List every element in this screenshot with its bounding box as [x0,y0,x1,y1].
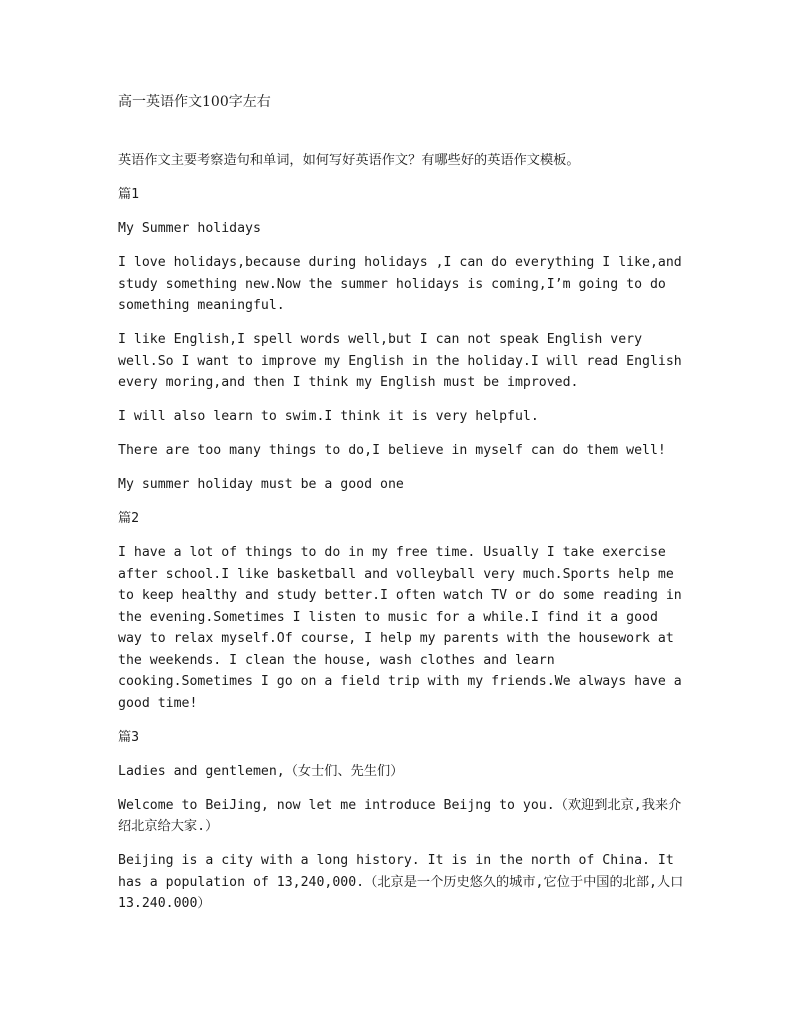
paragraph: I have a lot of things to do in my free time. Usually I take exercise after school.I like basketball and volleyball very much.Sports help me to keep healthy and study better.I often watch TV or do some reading in the evening.Sometimes I listen to music for a while.I find it a good way to relax myself.Of course, I help my parents with the housework at the weekends. I clean the house, wash clothes and learn cooking.Sometimes I go on a field trip with my friends.We always have a good time! [118,545,682,711]
document-title: 高一英语作文100字左右 [118,94,271,110]
section-label: 篇2 [118,511,140,526]
essay-title: My Summer holidays [118,221,261,236]
section-3 [118,727,688,915]
section-1 [118,184,688,496]
section-label: 篇1 [118,187,140,202]
paragraph: Ladies and gentlemen,（女士们、先生们） [118,763,404,779]
section-2 [118,508,688,714]
paragraph: I love holidays,because during holidays ,I can do everything I like,and study something new.Now the summer holidays is coming,I’m going to do something meaningful. [118,255,682,313]
section-label: 篇3 [118,729,140,745]
paragraph: Beijing is a city with a long history. It is in the north of China. It has a population of 13,240,000.（北京是一个历史悠久的城市,它位于中国的北部,人口13.240.000） [118,853,684,911]
paragraph: I like English,I spell words well,but I can not speak English very well.So I want to improve my English in the holiday.I will read English every moring,and then I think my English must be improved. [118,332,682,390]
paragraph: My summer holiday must be a good one [118,477,404,492]
paragraph: There are too many things to do,I believe in myself can do them well! [118,443,666,458]
intro-paragraph: 英语作文主要考察造句和单词，如何写好英语作文？有哪些好的英语作文模板。 [118,152,580,168]
paragraph: Welcome to BeiJing, now let me introduce Beijng to you.（欢迎到北京,我来介绍北京给大家.） [118,797,682,834]
paragraph: I will also learn to swim.I think it is very helpful. [118,409,539,424]
document-page [118,92,688,927]
